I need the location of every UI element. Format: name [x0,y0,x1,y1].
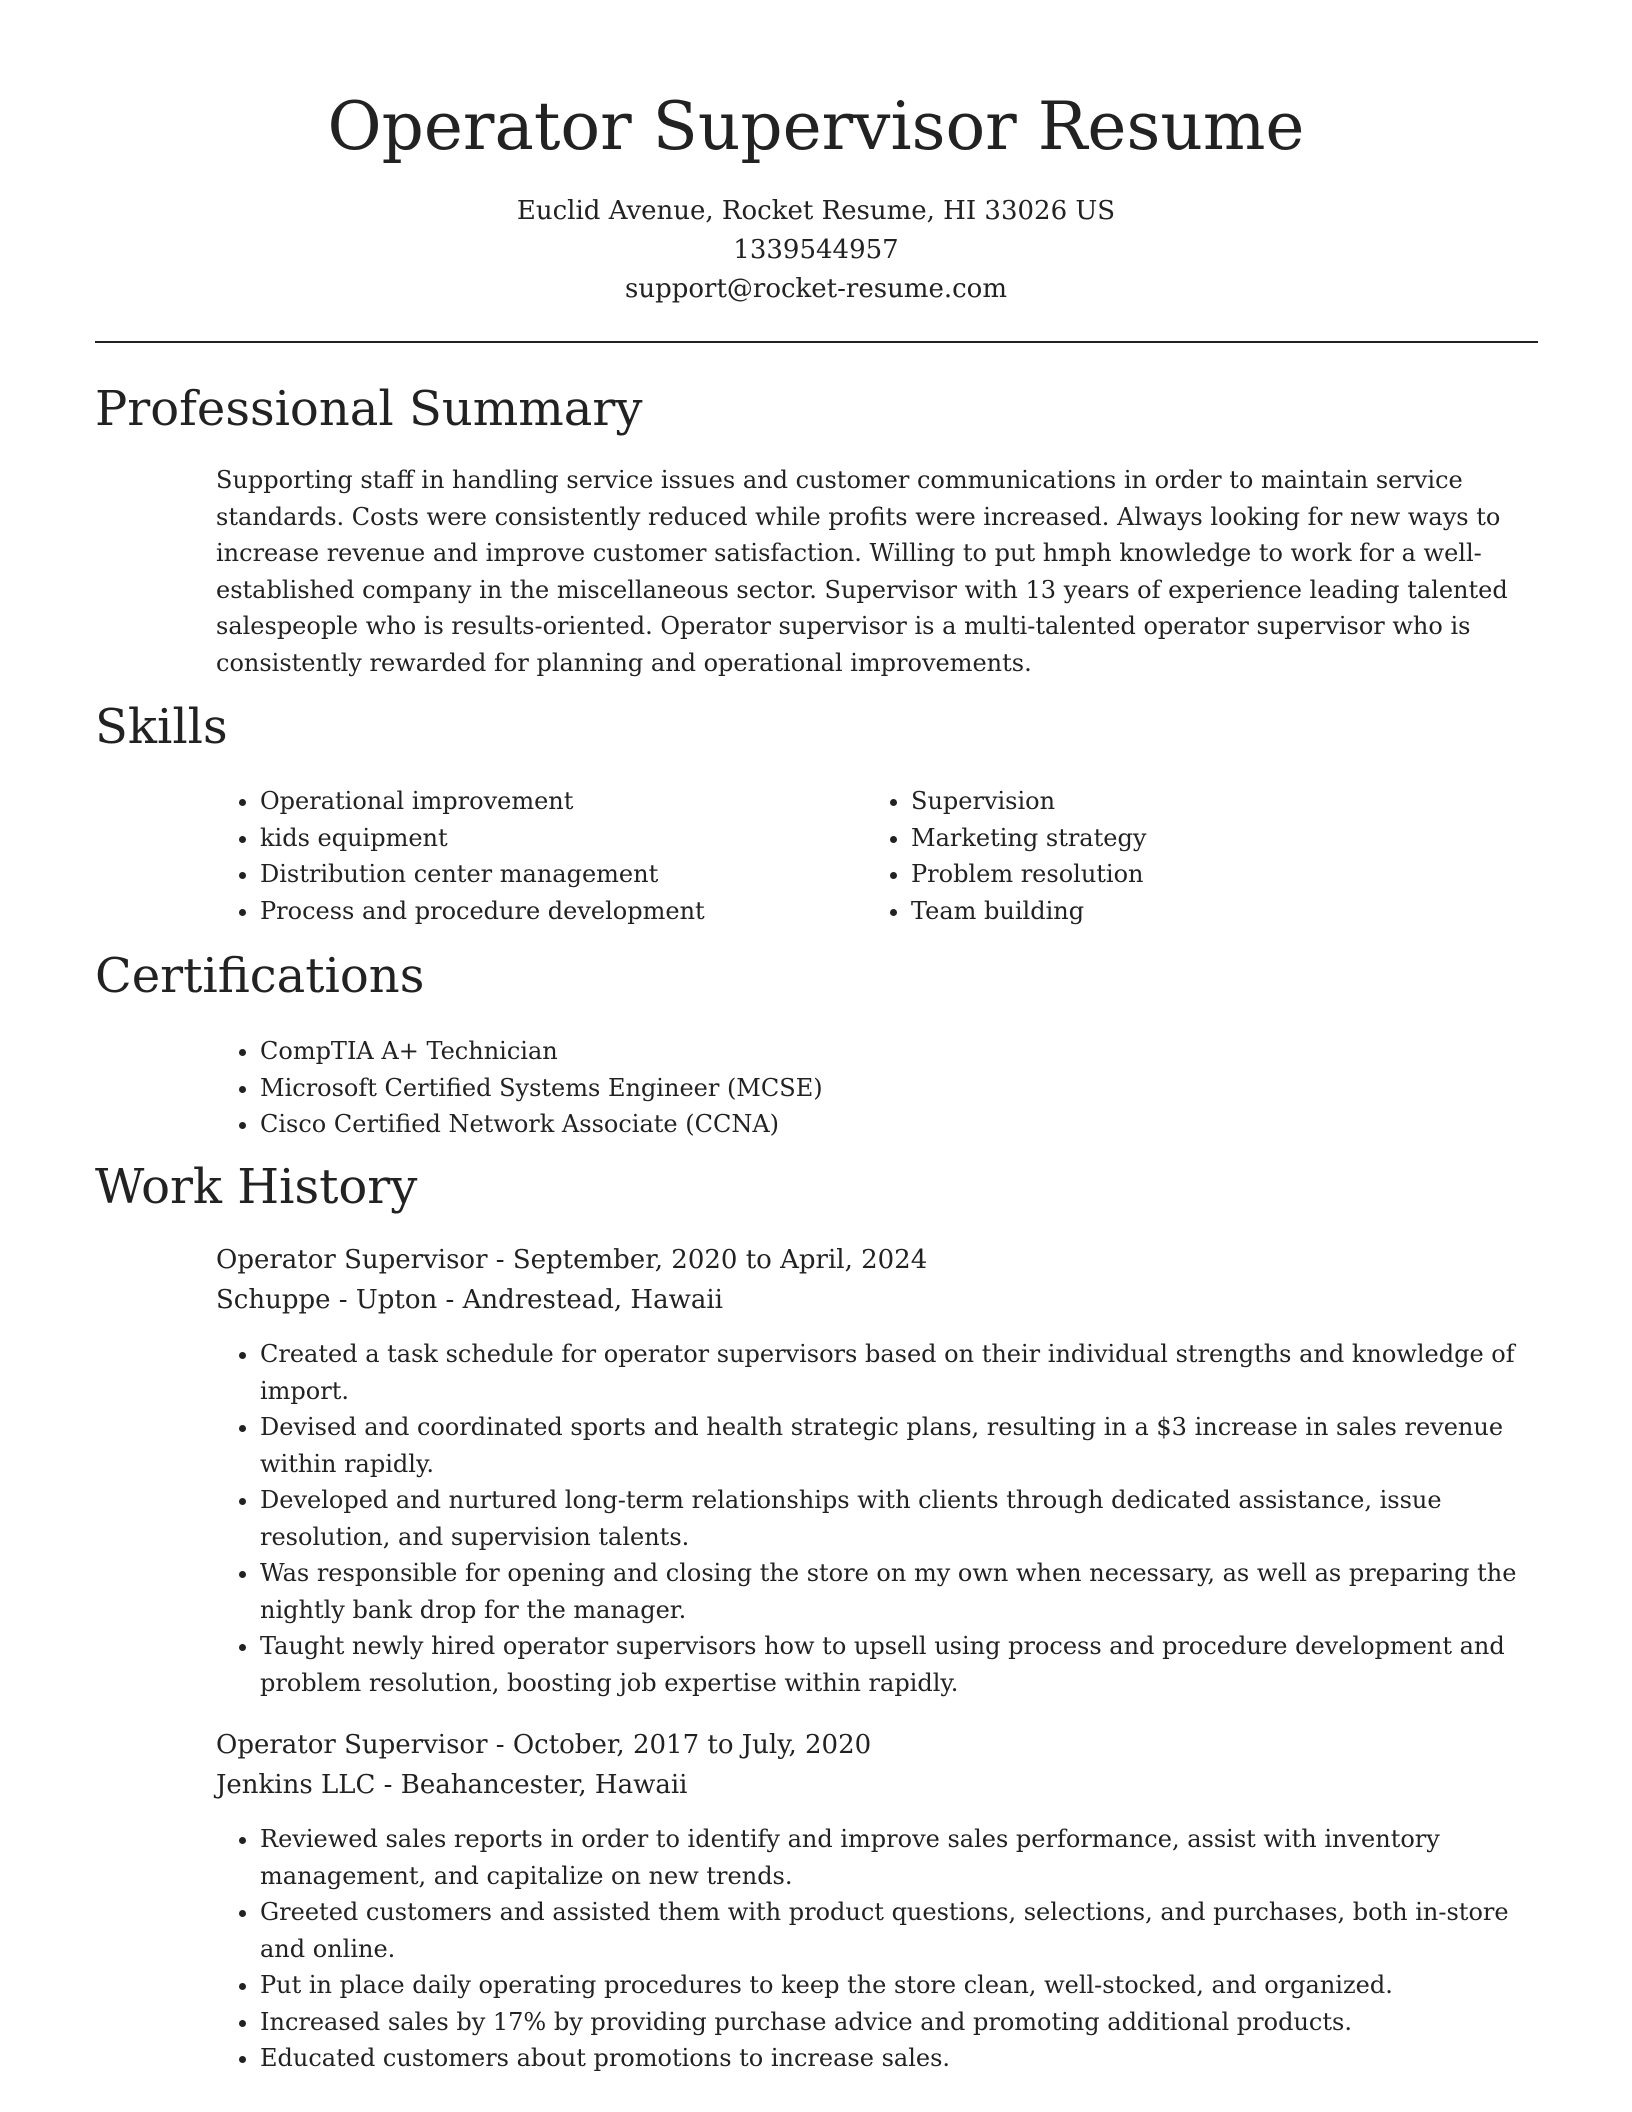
job-company-line [216,1280,1536,1320]
certification-item: • Microsoft Certified Systems Engineer (MCSE) [260,1070,1516,1107]
skills-right-column [867,783,1467,929]
skill-item: • Problem resolution [911,856,1467,893]
job-title-line [216,1240,1536,1280]
contact-phone: 1339544957 [733,235,899,265]
job-company-line [216,1765,1536,1805]
contact-email: support@rocket-resume.com [624,274,1007,304]
job-location: - Andrestead, Hawaii [437,1285,723,1315]
job-title-line [216,1725,1536,1765]
certifications-list [216,1033,1516,1143]
job-title: Operator Supervisor [216,1730,488,1760]
job-location: - Beahancester, Hawaii [375,1770,688,1800]
job-company: Jenkins LLC [216,1770,376,1800]
certification-item: • Cisco Certified Network Associate (CCNA) [260,1106,1516,1143]
job-company: Schuppe - Upton [216,1285,438,1315]
job-entry [216,1240,1536,1701]
job-bullet: • Put in place daily operating procedures to keep the store clean, well-stocked, and organized. [260,1967,1536,2004]
job-bullet: • Developed and nurtured long-term relationships with clients through dedicated assistance, issue resolution, and supervision talents. [260,1482,1536,1555]
work-history-heading: Work History [95,1159,418,1215]
job-bullet: • Was responsible for opening and closing the store on my own when necessary, as well as preparing the nightly bank drop for the manager. [260,1555,1536,1628]
job-dates: - September, 2020 to April, 2024 [487,1245,928,1275]
summary-text: Supporting staff in handling service issues and customer communications in order to maintain service standards. Costs were consistently reduced while profits were increased. Always looking for new ways to increase revenue and improve customer satisfaction. Willing to put hmph knowledge to work for a well-established company in the miscellaneous sector. Supervisor with 13 years of experience leading talented salespeople who is results-oriented. Operator supervisor is a multi-talented operator supervisor who is consistently rewarded for planning and operational improvements. [216,466,1508,677]
certification-item: • CompTIA A+ Technician [260,1033,1516,1070]
resume-header [0,0,1632,309]
job-bullet: • Educated customers about promotions to increase sales. [260,2040,1536,2077]
job-bullet: • Taught newly hired operator supervisors how to upsell using process and procedure development and problem resolution, boosting job expertise within rapidly. [260,1628,1536,1701]
summary-heading: Professional Summary [95,381,643,437]
job-title: Operator Supervisor [216,1245,488,1275]
skill-item: • kids equipment [260,820,816,857]
skill-item: • Team building [911,893,1467,930]
skill-item: • Process and procedure development [260,893,816,930]
certifications-heading: Certifications [95,948,425,1004]
job-bullet: • Greeted customers and assisted them with product questions, selections, and purchases, both in-store and online. [260,1894,1536,1967]
skills-heading: Skills [95,699,228,755]
contact-block [0,192,1632,309]
skill-item: • Operational improvement [260,783,816,820]
job-bullets [216,1336,1536,1701]
skill-item: • Supervision [911,783,1467,820]
job-bullet: • Reviewed sales reports in order to identify and improve sales performance, assist with inventory management, and capitalize on new trends. [260,1821,1536,1894]
skills-left-column [216,783,816,929]
skill-item: • Marketing strategy [911,820,1467,857]
header-divider [95,341,1538,343]
job-bullet: • Increased sales by 17% by providing purchase advice and promoting additional products. [260,2004,1536,2041]
job-bullets [216,1821,1536,2077]
resume-title: Operator Supervisor Resume [327,88,1305,165]
job-dates: - October, 2017 to July, 2020 [487,1730,872,1760]
job-bullet: • Devised and coordinated sports and health strategic plans, resulting in a $3 increase in sales revenue within rapidly. [260,1409,1536,1482]
skill-item: • Distribution center management [260,856,816,893]
contact-address: Euclid Avenue, Rocket Resume, HI 33026 US [516,196,1116,226]
job-bullet: • Created a task schedule for operator supervisors based on their individual strengths and knowledge of import. [260,1336,1536,1409]
job-entry [216,1725,1536,2077]
